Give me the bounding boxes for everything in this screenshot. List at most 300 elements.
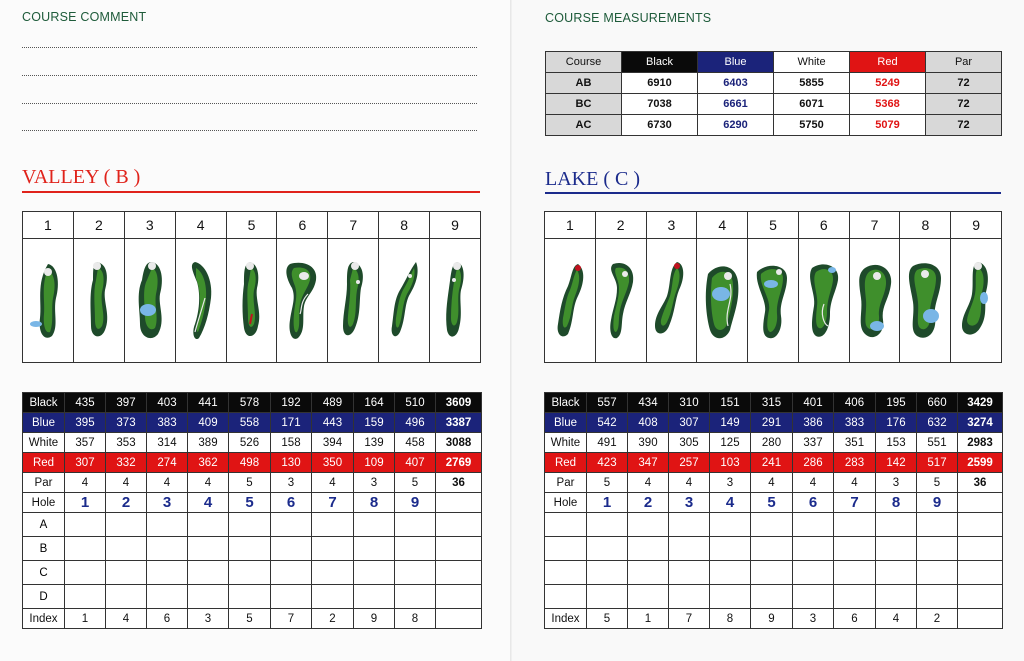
lake-value-cell: 3 [710, 473, 751, 493]
valley-score-entry-cell[interactable] [106, 513, 147, 537]
valley-score-entry-cell[interactable] [106, 561, 147, 585]
valley-score-entry-cell[interactable] [106, 537, 147, 561]
lake-hole-number: 9 [951, 212, 1001, 239]
lake-value-cell: 6 [834, 609, 876, 629]
lake-value-cell: 283 [834, 453, 876, 473]
valley-score-entry-cell[interactable] [395, 561, 436, 585]
lake-row-white [545, 433, 1003, 453]
lake-value-cell: 4 [876, 609, 917, 629]
measurements-cell: 6661 [698, 94, 774, 115]
valley-value-cell: 489 [312, 393, 354, 413]
valley-row-b [23, 537, 482, 561]
lake-score-entry-cell[interactable] [669, 513, 710, 537]
lake-value-cell: 401 [793, 393, 834, 413]
valley-row-label: C [23, 561, 65, 585]
measurements-header-cell: Black [622, 52, 698, 73]
valley-score-entry-cell[interactable] [312, 537, 354, 561]
lake-score-entry-cell[interactable] [669, 585, 710, 609]
valley-total-cell: 3609 [436, 393, 482, 413]
valley-hole-map-icon [74, 239, 124, 362]
valley-hole-cell [277, 212, 328, 362]
lake-total-cell[interactable] [958, 561, 1003, 585]
valley-total-cell[interactable] [436, 513, 482, 537]
lake-scorecard [544, 392, 1003, 629]
measurements-cell: 5368 [850, 94, 926, 115]
valley-row-label: White [23, 433, 65, 453]
lake-score-entry-cell[interactable] [587, 513, 628, 537]
lake-score-entry-cell[interactable] [917, 585, 958, 609]
measurements-header-cell: White [774, 52, 850, 73]
valley-value-cell: 3 [188, 609, 229, 629]
lake-value-cell: 4 [793, 473, 834, 493]
valley-score-entry-cell[interactable] [65, 513, 106, 537]
lake-score-entry-cell[interactable] [710, 513, 751, 537]
valley-value-cell: 8 [395, 609, 436, 629]
valley-hole-cell [328, 212, 379, 362]
lake-row-label: Par [545, 473, 587, 493]
lake-score-entry-cell[interactable] [793, 561, 834, 585]
valley-value-cell: 362 [188, 453, 229, 473]
valley-hole-cell [227, 212, 278, 362]
lake-score-entry-cell[interactable] [876, 537, 917, 561]
lake-value-cell: 408 [628, 413, 669, 433]
lake-value-cell: 8 [710, 609, 751, 629]
lake-score-entry-cell[interactable] [751, 585, 793, 609]
measurements-header-row [546, 52, 1002, 73]
valley-value-cell: 130 [271, 453, 312, 473]
lake-value-cell: 2 [917, 609, 958, 629]
lake-title-rule [545, 192, 1001, 194]
valley-value-cell: 3 [354, 473, 395, 493]
valley-hole-cell [176, 212, 227, 362]
valley-total-cell: 3387 [436, 413, 482, 433]
lake-row-label [545, 537, 587, 561]
lake-value-cell: 7 [834, 493, 876, 513]
valley-score-entry-cell[interactable] [188, 561, 229, 585]
lake-hole-number: 2 [596, 212, 646, 239]
valley-score-entry-cell[interactable] [354, 537, 395, 561]
lake-score-entry-cell[interactable] [587, 561, 628, 585]
valley-value-cell: 159 [354, 413, 395, 433]
valley-value-cell: 6 [147, 609, 188, 629]
valley-value-cell: 139 [354, 433, 395, 453]
valley-value-cell: 443 [312, 413, 354, 433]
valley-score-entry-cell[interactable] [65, 561, 106, 585]
valley-hole-map-icon [328, 239, 378, 362]
valley-score-entry-cell[interactable] [147, 513, 188, 537]
valley-value-cell: 397 [106, 393, 147, 413]
measurements-cell: 6910 [622, 73, 698, 94]
lake-value-cell: 257 [669, 453, 710, 473]
valley-value-cell: 407 [395, 453, 436, 473]
valley-value-cell: 353 [106, 433, 147, 453]
valley-score-entry-cell[interactable] [65, 585, 106, 609]
valley-value-cell: 307 [65, 453, 106, 473]
lake-hole-cell [951, 212, 1001, 362]
lake-total-cell[interactable] [958, 513, 1003, 537]
lake-value-cell: 305 [669, 433, 710, 453]
valley-value-cell: 274 [147, 453, 188, 473]
lake-score-entry-cell[interactable] [917, 537, 958, 561]
lake-score-entry-cell[interactable] [793, 513, 834, 537]
lake-hole-map-icon [951, 239, 1001, 362]
lake-total-cell: 2983 [958, 433, 1003, 453]
valley-score-entry-cell[interactable] [354, 513, 395, 537]
valley-value-cell: 314 [147, 433, 188, 453]
valley-row-red [23, 453, 482, 473]
valley-value-cell: 357 [65, 433, 106, 453]
valley-score-entry-cell[interactable] [271, 585, 312, 609]
valley-score-entry-cell[interactable] [354, 561, 395, 585]
valley-score-entry-cell[interactable] [271, 513, 312, 537]
valley-row-label: A [23, 513, 65, 537]
course-comment-heading: COURSE COMMENT [22, 10, 147, 24]
lake-score-entry-cell[interactable] [628, 537, 669, 561]
valley-score-entry-cell[interactable] [395, 513, 436, 537]
valley-score-entry-cell[interactable] [312, 585, 354, 609]
measurements-row [546, 94, 1002, 115]
lake-value-cell: 4 [628, 473, 669, 493]
measurements-cell: 6290 [698, 115, 774, 136]
lake-value-cell: 195 [876, 393, 917, 413]
valley-value-cell: 9 [354, 609, 395, 629]
comment-line[interactable] [22, 75, 477, 76]
valley-score-entry-cell[interactable] [229, 537, 271, 561]
valley-row-label: D [23, 585, 65, 609]
valley-value-cell: 383 [147, 413, 188, 433]
valley-total-cell[interactable] [436, 585, 482, 609]
lake-score-entry-cell[interactable] [917, 513, 958, 537]
lake-hole-number: 3 [647, 212, 697, 239]
comment-line[interactable] [22, 103, 477, 104]
lake-value-cell: 2 [628, 493, 669, 513]
lake-score-entry-cell[interactable] [710, 585, 751, 609]
lake-value-cell: 3 [669, 493, 710, 513]
lake-value-cell: 491 [587, 433, 628, 453]
lake-row-blank [545, 513, 1003, 537]
lake-score-entry-cell[interactable] [628, 585, 669, 609]
lake-hole-cell [697, 212, 748, 362]
valley-value-cell: 394 [312, 433, 354, 453]
lake-value-cell: 3 [793, 609, 834, 629]
lake-hole-map-icon [900, 239, 950, 362]
lake-value-cell: 423 [587, 453, 628, 473]
valley-hole-number: 9 [430, 212, 480, 239]
lake-value-cell: 351 [834, 433, 876, 453]
valley-score-entry-cell[interactable] [229, 513, 271, 537]
valley-hole-map-icon [379, 239, 429, 362]
lake-score-entry-cell[interactable] [751, 537, 793, 561]
lake-hole-map-icon [697, 239, 747, 362]
valley-value-cell: 373 [106, 413, 147, 433]
lake-value-cell: 4 [710, 493, 751, 513]
valley-score-entry-cell[interactable] [188, 585, 229, 609]
lake-value-cell: 4 [669, 473, 710, 493]
lake-total-cell: 36 [958, 473, 1003, 493]
lake-score-entry-cell[interactable] [587, 537, 628, 561]
valley-total-cell: 36 [436, 473, 482, 493]
valley-value-cell: 7 [271, 609, 312, 629]
valley-score-entry-cell[interactable] [65, 537, 106, 561]
measurements-cell: 7038 [622, 94, 698, 115]
lake-total-cell [958, 609, 1003, 629]
lake-total-cell: 3274 [958, 413, 1003, 433]
valley-score-entry-cell[interactable] [229, 585, 271, 609]
lake-value-cell: 142 [876, 453, 917, 473]
lake-hole-map-icon [647, 239, 697, 362]
valley-value-cell: 164 [354, 393, 395, 413]
valley-value-cell: 4 [188, 473, 229, 493]
valley-hole-map-icon [23, 239, 73, 362]
valley-value-cell: 9 [395, 493, 436, 513]
comment-line[interactable] [22, 130, 477, 131]
valley-score-entry-cell[interactable] [147, 561, 188, 585]
lake-value-cell: 176 [876, 413, 917, 433]
measurements-header-cell: Blue [698, 52, 774, 73]
lake-hole-map-icon [596, 239, 646, 362]
lake-score-entry-cell[interactable] [876, 561, 917, 585]
valley-value-cell: 409 [188, 413, 229, 433]
valley-value-cell: 4 [106, 609, 147, 629]
measurements-cell: 5079 [850, 115, 926, 136]
valley-row-blue [23, 413, 482, 433]
lake-value-cell: 5 [917, 473, 958, 493]
lake-value-cell: 386 [793, 413, 834, 433]
lake-value-cell: 517 [917, 453, 958, 473]
measurements-cell: 72 [926, 94, 1002, 115]
lake-hole-cell [545, 212, 596, 362]
lake-score-entry-cell[interactable] [834, 585, 876, 609]
lake-value-cell: 151 [710, 393, 751, 413]
valley-hole-number: 3 [125, 212, 175, 239]
valley-hole-cell [379, 212, 430, 362]
valley-value-cell: 496 [395, 413, 436, 433]
lake-row-label: Red [545, 453, 587, 473]
lake-score-entry-cell[interactable] [751, 561, 793, 585]
lake-row-label [545, 585, 587, 609]
valley-hole-number: 1 [23, 212, 73, 239]
valley-score-entry-cell[interactable] [188, 537, 229, 561]
valley-row-index [23, 609, 482, 629]
valley-total-cell[interactable] [436, 537, 482, 561]
valley-row-par [23, 473, 482, 493]
lake-hole-number: 7 [850, 212, 900, 239]
valley-row-white [23, 433, 482, 453]
lake-row-hole [545, 493, 1003, 513]
lake-value-cell: 4 [751, 473, 793, 493]
comment-line[interactable] [22, 47, 477, 48]
valley-hole-number: 7 [328, 212, 378, 239]
valley-hole-layouts [22, 211, 481, 363]
valley-score-entry-cell[interactable] [312, 561, 354, 585]
valley-total-cell[interactable] [436, 561, 482, 585]
valley-hole-number: 4 [176, 212, 226, 239]
valley-value-cell: 1 [65, 493, 106, 513]
lake-value-cell: 5 [587, 609, 628, 629]
valley-course-title: VALLEY ( B ) [22, 166, 141, 188]
lake-row-label [545, 513, 587, 537]
measurements-cell: BC [546, 94, 622, 115]
lake-value-cell: 6 [793, 493, 834, 513]
valley-score-entry-cell[interactable] [395, 537, 436, 561]
lake-value-cell: 347 [628, 453, 669, 473]
valley-value-cell: 7 [312, 493, 354, 513]
lake-value-cell: 337 [793, 433, 834, 453]
lake-row-label: White [545, 433, 587, 453]
measurements-cell: 72 [926, 73, 1002, 94]
lake-value-cell: 9 [917, 493, 958, 513]
measurements-row [546, 73, 1002, 94]
lake-score-entry-cell[interactable] [917, 561, 958, 585]
lake-score-entry-cell[interactable] [628, 561, 669, 585]
lake-score-entry-cell[interactable] [710, 561, 751, 585]
lake-row-blank [545, 585, 1003, 609]
measurements-cell: AC [546, 115, 622, 136]
lake-hole-number: 8 [900, 212, 950, 239]
measurements-cell: 5249 [850, 73, 926, 94]
lake-hole-cell [850, 212, 901, 362]
lake-value-cell: 291 [751, 413, 793, 433]
valley-row-label: Black [23, 393, 65, 413]
course-measurements-heading: COURSE MEASUREMENTS [545, 11, 712, 25]
measurements-cell: 5855 [774, 73, 850, 94]
valley-value-cell: 558 [229, 413, 271, 433]
lake-value-cell: 551 [917, 433, 958, 453]
valley-scorecard [22, 392, 482, 629]
valley-value-cell: 8 [354, 493, 395, 513]
lake-hole-cell [900, 212, 951, 362]
lake-score-entry-cell[interactable] [876, 513, 917, 537]
lake-total-cell: 3429 [958, 393, 1003, 413]
valley-hole-map-icon [125, 239, 175, 362]
lake-value-cell: 5 [751, 493, 793, 513]
lake-value-cell: 241 [751, 453, 793, 473]
lake-value-cell: 3 [876, 473, 917, 493]
valley-hole-number: 2 [74, 212, 124, 239]
valley-value-cell: 458 [395, 433, 436, 453]
valley-value-cell: 3 [271, 473, 312, 493]
valley-value-cell: 4 [312, 473, 354, 493]
lake-total-cell[interactable] [958, 585, 1003, 609]
valley-score-entry-cell[interactable] [188, 513, 229, 537]
valley-row-label: Red [23, 453, 65, 473]
lake-score-entry-cell[interactable] [876, 585, 917, 609]
measurements-cell: 6730 [622, 115, 698, 136]
valley-value-cell: 435 [65, 393, 106, 413]
lake-total-cell [958, 493, 1003, 513]
lake-score-entry-cell[interactable] [710, 537, 751, 561]
lake-score-entry-cell[interactable] [834, 513, 876, 537]
lake-value-cell: 7 [669, 609, 710, 629]
lake-score-entry-cell[interactable] [587, 585, 628, 609]
valley-hole-map-icon [277, 239, 327, 362]
lake-total-cell[interactable] [958, 537, 1003, 561]
valley-value-cell: 192 [271, 393, 312, 413]
valley-value-cell: 4 [147, 473, 188, 493]
lake-value-cell: 1 [587, 493, 628, 513]
valley-hole-cell [430, 212, 480, 362]
lake-row-par [545, 473, 1003, 493]
course-measurements-table [545, 51, 1002, 136]
valley-value-cell: 5 [229, 609, 271, 629]
lake-hole-cell [647, 212, 698, 362]
lake-value-cell: 9 [751, 609, 793, 629]
lake-score-entry-cell[interactable] [628, 513, 669, 537]
valley-value-cell: 5 [395, 473, 436, 493]
lake-value-cell: 125 [710, 433, 751, 453]
measurements-cell: 72 [926, 115, 1002, 136]
lake-hole-number: 4 [697, 212, 747, 239]
lake-course-title: LAKE ( C ) [545, 168, 640, 190]
valley-row-black [23, 393, 482, 413]
valley-score-entry-cell[interactable] [271, 561, 312, 585]
lake-row-black [545, 393, 1003, 413]
lake-value-cell: 280 [751, 433, 793, 453]
valley-value-cell: 1 [65, 609, 106, 629]
valley-score-entry-cell[interactable] [229, 561, 271, 585]
lake-value-cell: 390 [628, 433, 669, 453]
valley-hole-map-icon [176, 239, 226, 362]
valley-row-c [23, 561, 482, 585]
valley-row-label: B [23, 537, 65, 561]
lake-score-entry-cell[interactable] [751, 513, 793, 537]
valley-title-rule [22, 191, 480, 193]
valley-value-cell: 4 [65, 473, 106, 493]
lake-score-entry-cell[interactable] [669, 537, 710, 561]
valley-total-cell [436, 493, 482, 513]
valley-score-entry-cell[interactable] [147, 537, 188, 561]
lake-value-cell: 310 [669, 393, 710, 413]
valley-value-cell: 5 [229, 493, 271, 513]
valley-total-cell [436, 609, 482, 629]
valley-score-entry-cell[interactable] [395, 585, 436, 609]
valley-score-entry-cell[interactable] [106, 585, 147, 609]
lake-score-entry-cell[interactable] [834, 561, 876, 585]
lake-hole-map-icon [850, 239, 900, 362]
valley-row-d [23, 585, 482, 609]
valley-score-entry-cell[interactable] [271, 537, 312, 561]
lake-hole-map-icon [748, 239, 798, 362]
lake-value-cell: 557 [587, 393, 628, 413]
lake-row-index [545, 609, 1003, 629]
measurements-cell: AB [546, 73, 622, 94]
measurements-header-cell: Par [926, 52, 1002, 73]
lake-score-entry-cell[interactable] [793, 537, 834, 561]
valley-score-entry-cell[interactable] [312, 513, 354, 537]
valley-value-cell: 158 [271, 433, 312, 453]
lake-hole-cell [799, 212, 850, 362]
measurements-cell: 5750 [774, 115, 850, 136]
lake-value-cell: 315 [751, 393, 793, 413]
valley-hole-map-icon [227, 239, 277, 362]
valley-hole-number: 6 [277, 212, 327, 239]
lake-score-entry-cell[interactable] [834, 537, 876, 561]
valley-score-entry-cell[interactable] [147, 585, 188, 609]
lake-score-entry-cell[interactable] [669, 561, 710, 585]
valley-score-entry-cell[interactable] [354, 585, 395, 609]
valley-value-cell: 498 [229, 453, 271, 473]
lake-score-entry-cell[interactable] [793, 585, 834, 609]
lake-value-cell: 632 [917, 413, 958, 433]
valley-value-cell: 109 [354, 453, 395, 473]
valley-value-cell: 2 [106, 493, 147, 513]
lake-value-cell: 149 [710, 413, 751, 433]
valley-value-cell: 350 [312, 453, 354, 473]
valley-value-cell: 526 [229, 433, 271, 453]
lake-value-cell: 406 [834, 393, 876, 413]
lake-hole-cell [596, 212, 647, 362]
valley-hole-number: 8 [379, 212, 429, 239]
